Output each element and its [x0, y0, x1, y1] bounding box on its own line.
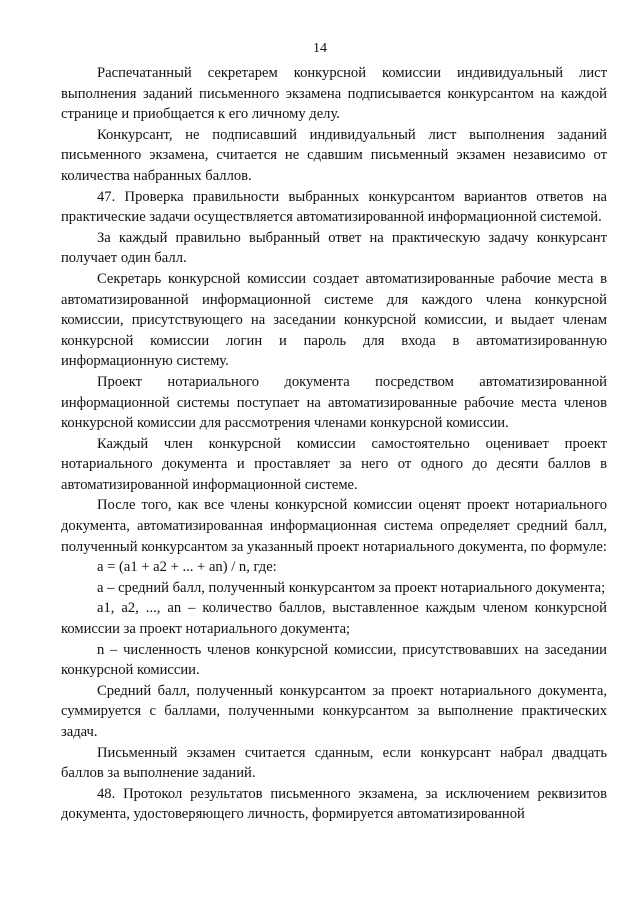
paragraph: Каждый член конкурсной комиссии самостоятельно оценивает проект нотариального документа и проставляет за него от одного до десяти баллов в автоматизированной информационной системе. — [61, 435, 607, 493]
paragraph: Проект нотариального документа посредством автоматизированной информационной системы поступает на автоматизированные рабочие места членов конкурсной комиссии для рассмотрения членами конкурсной комиссии. — [61, 373, 607, 432]
paragraph: a – средний балл, полученный конкурсантом за проект нотариального документа; — [97, 579, 606, 596]
page-number: 14 — [313, 41, 327, 56]
formula: a = (a1 + a2 + ... + an) / n, где: — [97, 559, 277, 576]
paragraph: Письменный экзамен считается сданным, если конкурсант набрал двадцать баллов за выполнение заданий. — [61, 744, 607, 782]
paragraph: a1, a2, ..., an – количество баллов, выставленное каждым членом конкурсной комиссии за проект нотариального документа; — [61, 600, 607, 638]
paragraph: Конкурсант, не подписавший индивидуальный лист выполнения заданий письменного экзамена, считается не сдавшим письменный экзамен независимо от количества набранных баллов. — [61, 126, 607, 184]
paragraph: За каждый правильно выбранный ответ на практическую задачу конкурсант получает один балл. — [61, 229, 607, 267]
document-body — [61, 63, 607, 825]
paragraph: 48. Протокол результатов письменного экзамена, за исключением реквизитов документа, удостоверяющего личность, формируется автоматизированной — [61, 785, 607, 823]
paragraph: Секретарь конкурсной комиссии создает автоматизированные рабочие места в автоматизированной информационной системе для каждого члена конкурсной комиссии, присутствующего на заседании конкурсной комиссии, и выдает членам конкурсной комиссии логин и пароль для входа в автоматизированную информационную систему. — [61, 270, 607, 370]
paragraph: Средний балл, полученный конкурсантом за проект нотариального документа, суммируется с баллами, полученными конкурсантом за выполнение практических задач. — [61, 682, 607, 740]
paragraph: 47. Проверка правильности выбранных конкурсантом вариантов ответов на практические задачи осуществляется автоматизированной информационной системой. — [61, 188, 607, 226]
paragraph: n – численность членов конкурсной комиссии, присутствовавших на заседании конкурсной комиссии. — [61, 641, 607, 679]
paragraph: Распечатанный секретарем конкурсной комиссии индивидуальный лист выполнения заданий письменного экзамена подписывается конкурсантом на каждой странице и приобщается к его личному делу. — [61, 65, 607, 123]
paragraph: После того, как все члены конкурсной комиссии оценят проект нотариального документа, автоматизированная информационная система определяет средний балл, полученный конкурсантом за указанный проект нотариального документа, по формуле: — [61, 497, 607, 555]
